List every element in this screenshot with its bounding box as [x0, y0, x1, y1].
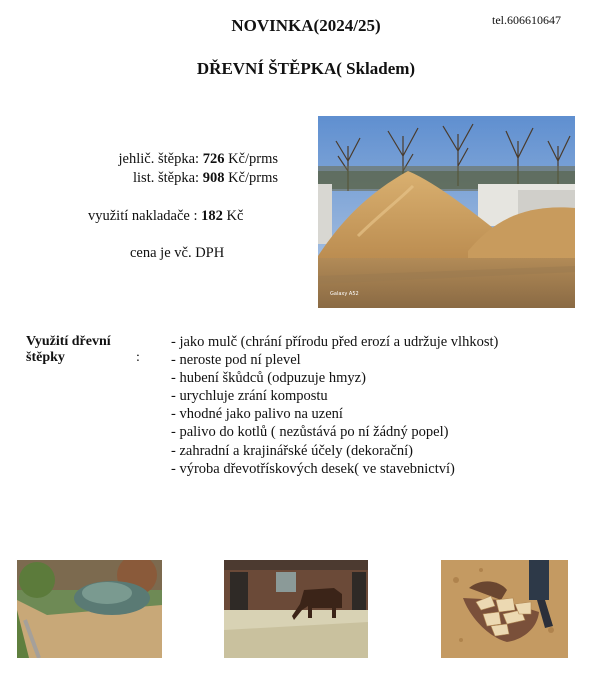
- list-item: - hubení škůdců (odpuzuje hmyz): [171, 370, 366, 387]
- usage-list: [171, 333, 498, 478]
- price-leaf-value: 908: [202, 170, 225, 186]
- garden-mulch-photo: [17, 560, 162, 658]
- list-item: - výroba dřevotřískových desek( ve stavebnictví): [171, 460, 455, 477]
- price-loader-value: 182: [201, 208, 223, 224]
- price-conifer-value: 726: [202, 151, 225, 167]
- page-subtitle: DŘEVNÍ ŠTĚPKA( Skladem): [196, 59, 416, 78]
- list-item: - urychluje zrání kompostu: [171, 388, 328, 405]
- price-list: [70, 150, 290, 188]
- price-leaf: list. štěpka: 908 Kč/prms: [133, 170, 278, 186]
- list-item: - zahradní a krajinářské účely (dekorační): [171, 442, 413, 459]
- wood-chip-pile-photo: [318, 116, 575, 308]
- list-item: - palivo do kotlů ( nezůstává po ní žádný popel): [171, 424, 449, 441]
- price-loader: využití nakladače : 182 Kč: [88, 208, 244, 224]
- page-title: NOVINKA(2024/25): [231, 16, 381, 35]
- phone-number: tel.606610647: [492, 13, 561, 27]
- list-item: - vhodné jako palivo na uzení: [171, 406, 343, 423]
- vat-note: cena je vč. DPH: [130, 245, 225, 261]
- horse-paddock-photo: [224, 560, 368, 658]
- watermark-text: Galaxy A52: [330, 291, 359, 297]
- list-item: - neroste pod ní plevel: [171, 352, 301, 369]
- price-conifer: jehlič. štěpka: 726 Kč/prms: [118, 151, 278, 167]
- usage-label: Využití dřevní štěpky :: [26, 334, 140, 365]
- hands-with-chips-photo: [441, 560, 568, 658]
- list-item: - jako mulč (chrání přírodu před erozí a udržuje vlhkost): [171, 334, 499, 350]
